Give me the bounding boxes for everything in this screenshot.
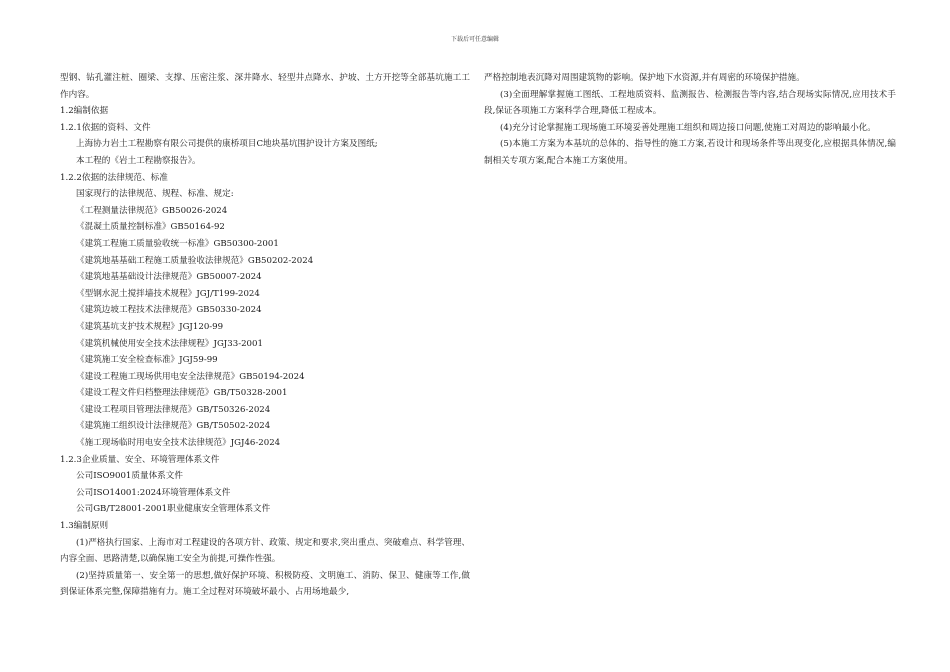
principle-paragraph-1: (1)严格执行国家、上海市对工程建设的各项方针、政策、规定和要求,突出重点、突破难点、科学管理、内容全面、思路清楚,以确保施工安全为前提,可操作性强。 — [60, 537, 470, 565]
standard-item: 《建筑施工组织设计法律规范》GB/T50502-2024 — [76, 421, 271, 432]
standard-item: 《建筑施工安全检查标准》JGJ59-99 — [76, 355, 218, 366]
management-system-document: 公司ISO9001质量体系文件 — [76, 471, 183, 482]
principle-paragraph-2-continued: 严格控制地表沉降对周围建筑物的影响。保护地下水资源,并有周密的环境保护措施。 — [484, 73, 805, 83]
standard-item: 《建筑机械使用安全技术法律规程》JGJ33-2001 — [76, 338, 263, 349]
page-header-note: 下载后可任意编辑 — [450, 36, 499, 43]
standard-item: 《工程测量法律规范》GB50026-2024 — [76, 205, 228, 216]
standard-item: 《混凝土质量控制标准》GB50164-92 — [76, 222, 225, 233]
standard-item: 《建设工程施工现场供用电安全法律规范》GB50194-2024 — [76, 371, 305, 382]
standards-list — [60, 203, 470, 452]
standard-item: 《建筑边坡工程技术法律规范》GB50330-2024 — [76, 305, 262, 316]
principle-paragraph-3: (3)全面理解掌握施工图纸、工程地质资料、监测报告、检测报告等内容,结合现场实际情况,应用技术手段,保证各项施工方案科学合理,降低工程成本。 — [484, 89, 896, 117]
standard-item: 《建设工程项目管理法律规范》GB/T50326-2024 — [76, 404, 271, 415]
left-column — [60, 70, 470, 601]
management-system-document: 公司GB/T28001-2001职业健康安全管理体系文件 — [76, 504, 271, 515]
standard-item: 《建筑地基基础设计法律规范》GB50007-2024 — [76, 272, 262, 283]
section-heading-1-2-2: 1.2.2依据的法律规范、标准 — [60, 172, 168, 183]
reference-document: 上海协力岩土工程勘察有限公司提供的康桥项目C地块基坑围护设计方案及图纸; — [76, 139, 378, 150]
standard-item: 《建设工程文件归档整理法律规范》GB/T50328-2001 — [76, 388, 288, 399]
section-heading-1-3: 1.3编制原则 — [60, 521, 109, 532]
standard-item: 《施工现场临时用电安全技术法律规范》JGJ46-2024 — [76, 438, 281, 449]
reference-document: 本工程的《岩土工程勘察报告》。 — [76, 155, 201, 166]
right-column — [484, 70, 896, 170]
standard-item: 《建筑基坑支护技术规程》JGJ120-99 — [76, 321, 224, 332]
principle-paragraph-2: (2)坚持质量第一、安全第一的思想,做好保护环境、积极防疫、文明施工、消防、保卫、健康等工作,做到保证体系完整,保障措施有力。施工全过程对环境破坏最小、占用场地最少, — [60, 570, 470, 598]
standard-item: 《型钢水泥土搅拌墙技术规程》JGJ/T199-2024 — [76, 288, 260, 299]
standards-intro: 国家现行的法律规范、规程、标准、规定: — [76, 189, 234, 200]
standard-item: 《建筑地基基础工程施工质量验收法律规范》GB50202-2024 — [76, 255, 314, 266]
section-heading-1-2: 1.2编制依据 — [60, 106, 109, 117]
principle-paragraph-5: (5)本施工方案为本基坑的总体的、指导性的施工方案,若设计和现场条件等出现变化,应根据具体情况,编制相关专项方案,配合本施工方案使用。 — [484, 139, 896, 166]
section-heading-1-2-1: 1.2.1依据的资料、文件 — [60, 122, 151, 133]
management-system-document: 公司ISO14001:2024环境管理体系文件 — [76, 487, 231, 498]
principle-paragraph-4: (4)充分讨论掌握施工现场施工环境妥善处理施工组织和周边接口问题,使施工对周边的影响最小化。 — [500, 122, 876, 133]
intro-paragraph: 型钢、钻孔灌注桩、圈梁、支撑、压密注浆、深井降水、轻型井点降水、护坡、土方开挖等全部基坑施工工作内容。 — [60, 73, 470, 100]
standard-item: 《建筑工程施工质量验收统一标准》GB50300-2001 — [76, 238, 279, 249]
section-heading-1-2-3: 1.2.3企业质量、安全、环境管理体系文件 — [60, 454, 220, 465]
